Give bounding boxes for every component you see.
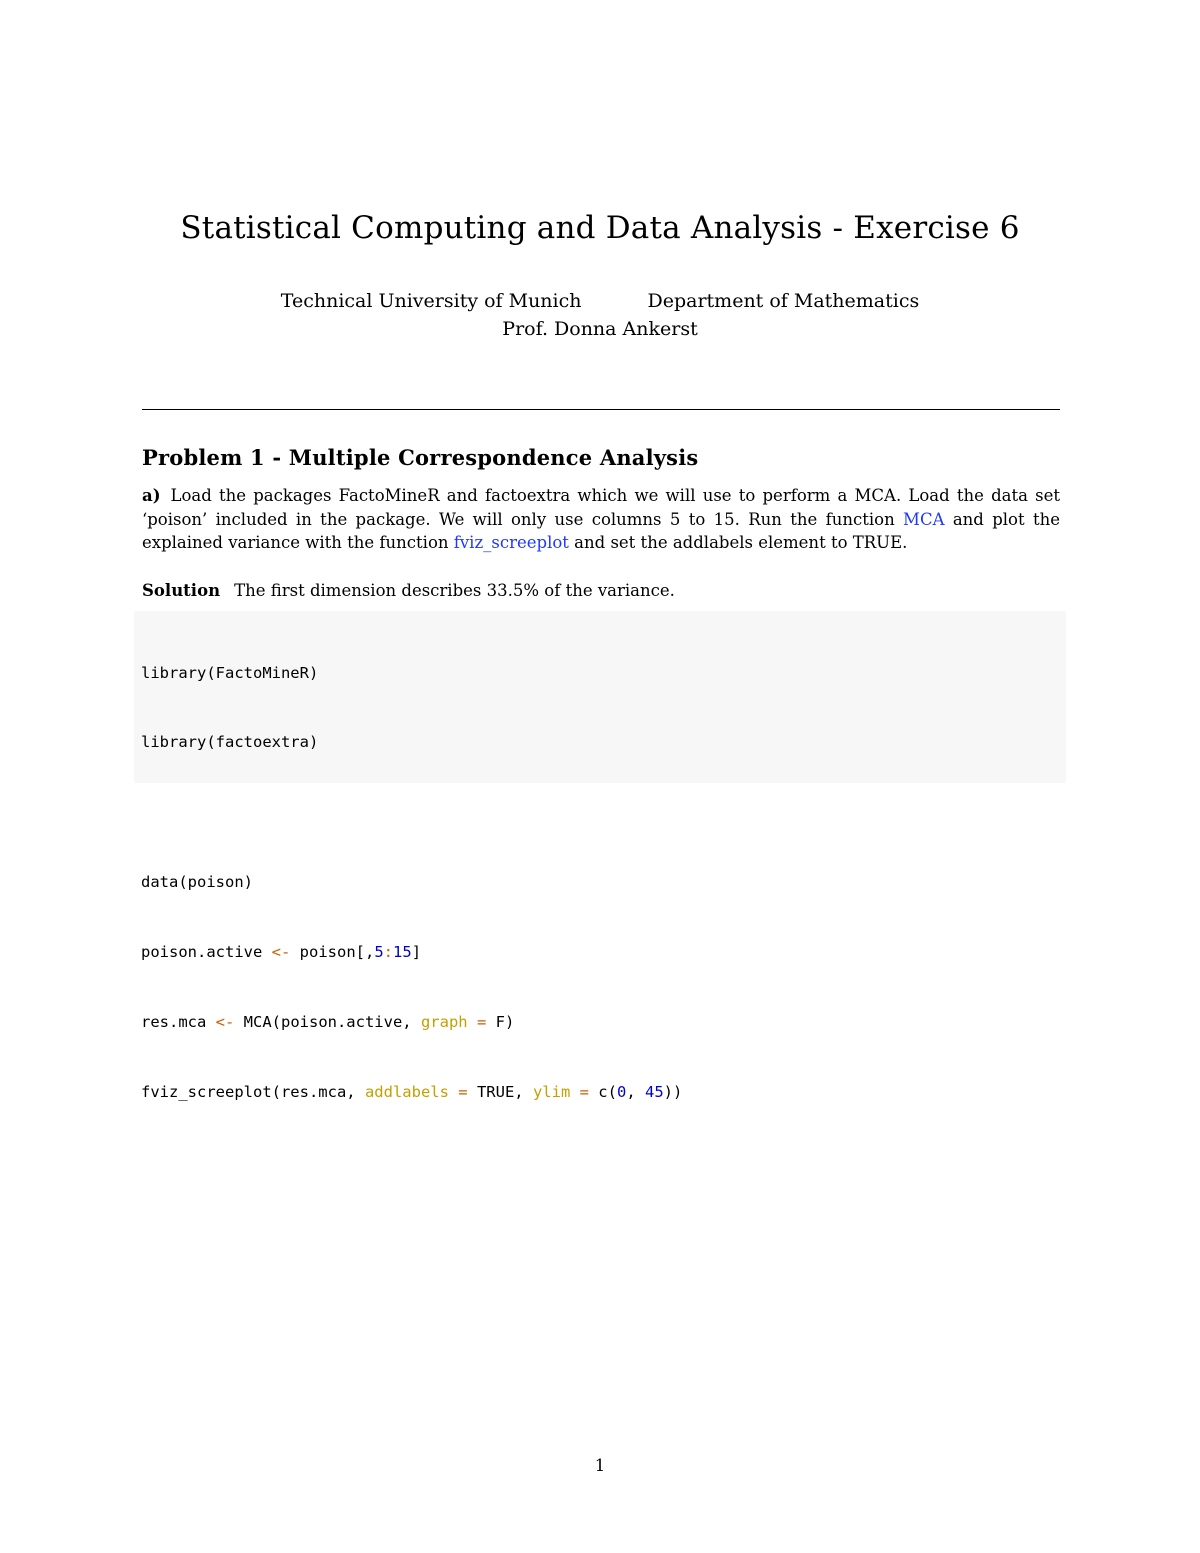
code-line <box>141 731 682 754</box>
solution-text: The first dimension describes 33.5% of the variance. <box>234 581 675 600</box>
argument-name: ylim <box>532 1082 571 1101</box>
argument-name: graph <box>420 1013 468 1032</box>
page-title: Statistical Computing and Data Analysis - Exercise 6 <box>180 210 1020 246</box>
code-text: fviz_screeplot(res.mca, <box>141 1082 365 1101</box>
number-literal: 5 <box>374 943 384 962</box>
code-line <box>141 662 682 685</box>
code-line <box>141 871 682 894</box>
code-line <box>141 941 682 964</box>
colon-operator: : <box>383 943 394 962</box>
problem-text-1: Load the packages FactoMineR and factoextra which we will use to perform a MCA. Load the data set ‘poison’ included in the package. We will only use columns 5 to 15. Run the function <box>142 486 1060 529</box>
code-text: , <box>626 1082 645 1101</box>
solution-line <box>142 581 675 600</box>
code-text: data(poison) <box>141 873 253 892</box>
problem-text-2: and plot the explained variance with the function <box>142 509 1060 552</box>
number-literal: 0 <box>616 1082 627 1101</box>
code-block <box>134 611 1066 1101</box>
university-name: Technical University of Munich <box>280 290 582 312</box>
code-line <box>141 1081 682 1104</box>
code-text: )) <box>663 1082 683 1101</box>
code-text: library(FactoMineR) <box>141 663 319 682</box>
assign-operator: <- <box>271 943 291 962</box>
solution-label: Solution <box>142 581 221 600</box>
horizontal-rule <box>142 409 1060 410</box>
page-number: 1 <box>594 1456 606 1475</box>
equals-operator: = <box>448 1082 477 1101</box>
number-literal: 15 <box>393 943 412 962</box>
section-heading: Problem 1 - Multiple Correspondence Analysis <box>142 445 699 470</box>
argument-name: addlabels <box>364 1082 449 1101</box>
screeplot-link[interactable]: fviz_screeplot <box>453 533 569 552</box>
department-name: Department of Mathematics <box>647 290 920 312</box>
equals-operator: = <box>467 1013 496 1032</box>
assign-operator: <- <box>215 1013 235 1032</box>
problem-description <box>142 484 1060 555</box>
code-text: res.mca <box>141 1013 216 1032</box>
code-text: TRUE, <box>476 1082 533 1101</box>
number-literal: 45 <box>644 1082 664 1101</box>
code-text: c( <box>598 1082 617 1101</box>
code-text: poison.active <box>141 943 272 962</box>
problem-text-3: and set the addlabels element to TRUE. <box>568 533 908 552</box>
code-text: library(factoextra) <box>141 733 319 752</box>
code-lines <box>141 615 682 1151</box>
code-line-blank <box>141 801 682 824</box>
affiliation-line <box>0 290 1200 312</box>
professor-name: Prof. Donna Ankerst <box>502 318 698 340</box>
code-text: MCA(poison.active, <box>234 1013 421 1032</box>
code-line <box>141 1011 682 1034</box>
part-label: a) <box>142 486 161 505</box>
code-text: F) <box>495 1013 515 1032</box>
code-text: ] <box>411 943 422 962</box>
mca-link[interactable]: MCA <box>903 509 945 529</box>
code-text: poison[, <box>290 943 375 962</box>
equals-operator: = <box>570 1082 599 1101</box>
